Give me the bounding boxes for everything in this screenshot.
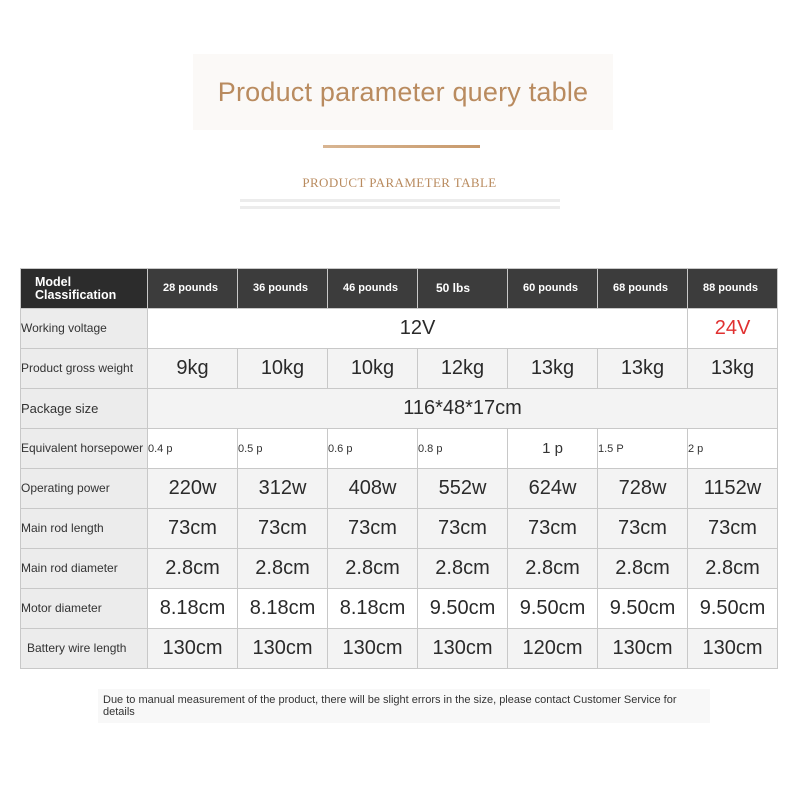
- capacity-header: 60 pounds: [508, 269, 598, 309]
- table-cell: 120cm: [508, 629, 598, 669]
- table-cell: 2.8cm: [598, 549, 688, 589]
- table-cell: 2.8cm: [688, 549, 778, 589]
- table-cell: 73cm: [148, 509, 238, 549]
- table-cell: 728w: [598, 469, 688, 509]
- table-row: [21, 429, 778, 469]
- table-cell: 552w: [418, 469, 508, 509]
- package-size-value: 116*48*17cm: [148, 389, 778, 429]
- parameter-table: [20, 268, 778, 669]
- capacity-header: 36 pounds: [238, 269, 328, 309]
- capacity-header: 46 pounds: [328, 269, 418, 309]
- table-cell: 9.50cm: [508, 589, 598, 629]
- table-cell: 220w: [148, 469, 238, 509]
- table-cell: 130cm: [688, 629, 778, 669]
- table-row: [21, 509, 778, 549]
- table-cell: 0.6 p: [328, 429, 418, 469]
- table-row: [21, 629, 778, 669]
- table-cell: 8.18cm: [148, 589, 238, 629]
- table-cell: 130cm: [238, 629, 328, 669]
- table-cell: 2.8cm: [148, 549, 238, 589]
- table-cell: 1.5 P: [598, 429, 688, 469]
- table-cell: 130cm: [328, 629, 418, 669]
- table-cell: 9.50cm: [688, 589, 778, 629]
- table-cell: 73cm: [418, 509, 508, 549]
- title-divider: [323, 145, 480, 148]
- table-cell: 2.8cm: [238, 549, 328, 589]
- measurement-note: Due to manual measurement of the product, there will be slight errors in the size, please contact Customer Service for details: [98, 689, 710, 723]
- table-cell: 8.18cm: [238, 589, 328, 629]
- table-cell: 1 p: [508, 429, 598, 469]
- table-row: [21, 549, 778, 589]
- table-cell: 0.8 p: [418, 429, 508, 469]
- table-row: [21, 309, 778, 349]
- row-label: Main rod length: [21, 509, 148, 549]
- table-cell: 9.50cm: [598, 589, 688, 629]
- page-title: Product parameter query table: [217, 76, 589, 107]
- table-cell: 73cm: [508, 509, 598, 549]
- table-cell: 13kg: [508, 349, 598, 389]
- faint-text-line: [240, 199, 560, 202]
- row-label: Equivalent horsepower: [21, 429, 148, 469]
- table-cell: 408w: [328, 469, 418, 509]
- table-row: [21, 349, 778, 389]
- table-header-row: [21, 269, 778, 309]
- table-cell: 2.8cm: [418, 549, 508, 589]
- model-classification-header: Model Classification: [21, 269, 148, 309]
- voltage-value: 12V: [148, 309, 688, 349]
- table-cell: 73cm: [598, 509, 688, 549]
- row-label: Working voltage: [21, 309, 148, 349]
- capacity-header: 28 pounds: [148, 269, 238, 309]
- table-cell: 2 p: [688, 429, 778, 469]
- table-cell: 10kg: [328, 349, 418, 389]
- row-label: Product gross weight: [21, 349, 148, 389]
- table-cell: 0.4 p: [148, 429, 238, 469]
- table-cell: 9.50cm: [418, 589, 508, 629]
- table-cell: 13kg: [598, 349, 688, 389]
- table-cell: 10kg: [238, 349, 328, 389]
- table-cell: 130cm: [148, 629, 238, 669]
- table-cell: 12kg: [418, 349, 508, 389]
- table-cell: 9kg: [148, 349, 238, 389]
- table-cell: 73cm: [328, 509, 418, 549]
- row-label: Motor diameter: [21, 589, 148, 629]
- table-cell: 2.8cm: [508, 549, 598, 589]
- capacity-header: 68 pounds: [598, 269, 688, 309]
- row-label: Main rod diameter: [21, 549, 148, 589]
- faint-text-line: [240, 206, 560, 209]
- table-cell: 130cm: [418, 629, 508, 669]
- table-cell: 8.18cm: [328, 589, 418, 629]
- row-label: Operating power: [21, 469, 148, 509]
- table-cell: 624w: [508, 469, 598, 509]
- page-subtitle: PRODUCT PARAMETER TABLE: [302, 175, 497, 190]
- voltage-value-highlight: 24V: [688, 309, 778, 349]
- table-cell: 1152w: [688, 469, 778, 509]
- capacity-header: 50 lbs: [418, 269, 508, 309]
- table-cell: 73cm: [238, 509, 328, 549]
- title-banner: [193, 54, 613, 130]
- table-row: [21, 589, 778, 629]
- capacity-header: 88 pounds: [688, 269, 778, 309]
- table-cell: 312w: [238, 469, 328, 509]
- table-cell: 130cm: [598, 629, 688, 669]
- row-label: Package size: [21, 389, 148, 429]
- table-cell: 0.5 p: [238, 429, 328, 469]
- table-cell: 13kg: [688, 349, 778, 389]
- table-row: [21, 389, 778, 429]
- table-row: [21, 469, 778, 509]
- row-label: Battery wire length: [21, 629, 148, 669]
- table-cell: 2.8cm: [328, 549, 418, 589]
- table-cell: 73cm: [688, 509, 778, 549]
